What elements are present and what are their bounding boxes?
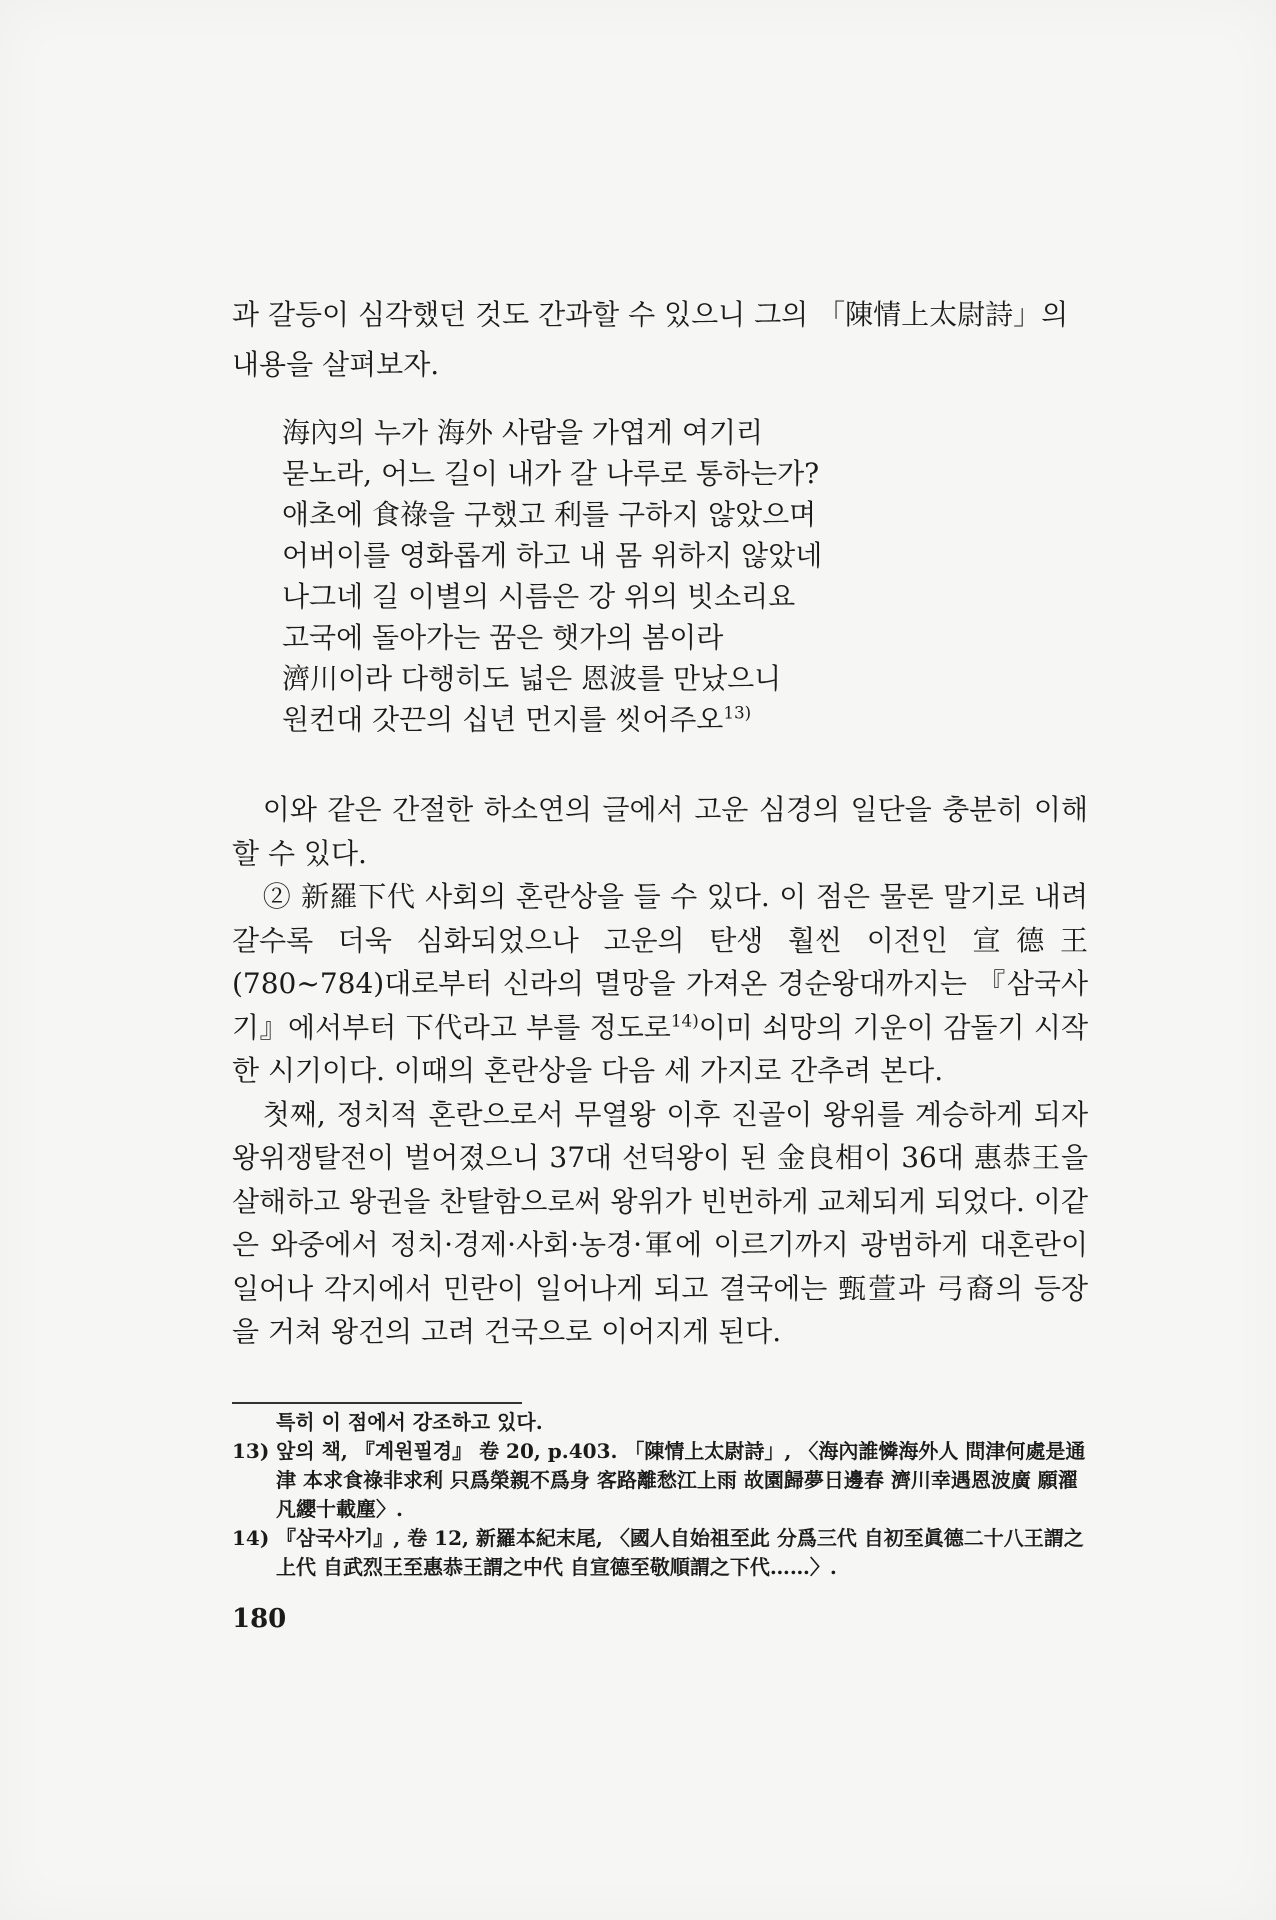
poem-block — [282, 412, 1042, 740]
footnote-carryover-text: 특히 이 점에서 강조하고 있다. — [276, 1410, 543, 1434]
footnote-13-number: 13) — [232, 1439, 270, 1463]
poem-line-text: 원컨대 갓끈의 십년 먼지를 씻어주오 — [282, 703, 724, 736]
footnote-13-text: 앞의 책, 『계원필경』 卷 20, p.403. 「陳情上太尉詩」, 〈海內誰憐海外人 問津何處是通津 本求食祿非求利 只爲榮親不爲身 客路離愁江上雨 故園歸夢日邊春 濟川幸遇恩波廣 願濯凡纓十載塵〉. — [276, 1439, 1086, 1521]
body-paragraph-1: 이와 같은 간절한 하소연의 글에서 고운 심경의 일단을 충분히 이해할 수 있다. — [232, 793, 1088, 870]
poem-line: 고국에 돌아가는 꿈은 햇가의 봄이라 — [282, 621, 724, 654]
footnote-divider — [232, 1402, 522, 1404]
poem-line: 海內의 누가 海外 사람을 가엽게 여기리 — [282, 416, 764, 449]
intro-line: 과 갈등이 심각했던 것도 간과할 수 있으니 그의 「陳情上太尉詩」의 — [232, 298, 1069, 331]
footnotes — [232, 1408, 1088, 1582]
footnote-13 — [232, 1437, 1088, 1524]
poem-line-last — [282, 699, 1042, 740]
footnote-14 — [232, 1524, 1088, 1582]
poem-line: 애초에 食祿을 구했고 利를 구하지 않았으며 — [282, 498, 817, 531]
poem-line: 묻노라, 어느 길이 내가 갈 나루로 통하는가? — [282, 457, 820, 490]
poem-line: 나그네 길 이별의 시름은 강 위의 빗소리요 — [282, 580, 796, 613]
body-paragraph-3: 첫째, 정치적 혼란으로서 무열왕 이후 진골이 왕위를 계승하게 되자 왕위쟁탈전이 벌어졌으니 37대 선덕왕이 된 金良相이 36대 惠恭王을 살해하고 왕권을 찬탈함으로써 왕위가 빈번하게 교체되게 되었다. 이같은 와중에서 정치·경제·사회·농경·軍에 이르기까지 광범하게 대혼란이 일어나 각지에서 민란이 일어나게 되고 결국에는 甄萱과 弓裔의 등장을 거쳐 왕건의 고려 건국으로 이어지게 된다. — [232, 1097, 1088, 1348]
page-number: 180 — [232, 1604, 287, 1634]
poem-line: 濟川이라 다행히도 넓은 恩波를 만났으니 — [282, 662, 782, 695]
footnote-14-number: 14) — [232, 1526, 270, 1550]
footnote-carryover — [232, 1408, 1088, 1437]
footnote-14-text: 『삼국사기』, 卷 12, 新羅本紀末尾, 〈國人自始祖至此 分爲三代 自初至眞德二十八王謂之上代 自武烈王至惠恭王謂之中代 自宣德至敬順謂之下代……〉. — [276, 1526, 1084, 1579]
body-paragraph-2-text-a: ② 新羅下代 사회의 혼란상을 들 수 있다. 이 점은 물론 말기로 내려갈수록 더욱 심화되었으나 고운의 탄생 훨씬 이전인 宣德王(780~784)대로부터 신라의 멸망을 가져온 경순왕대까지는 『삼국사기』에서부터 下代라고 부를 정도로 — [232, 880, 1088, 1044]
body-text — [232, 788, 1088, 1354]
intro-line: 내용을 살펴보자. — [232, 348, 440, 381]
poem-line: 어버이를 영화롭게 하고 내 몸 위하지 않았네 — [282, 539, 823, 572]
footnote-ref-13[interactable]: 13) — [723, 702, 752, 723]
intro-paragraph — [232, 290, 1088, 390]
body-paragraph-2-text-b: 이미 쇠망의 기운이 감돌기 시작한 시기이다. 이때의 혼란상을 다음 세 가지로 간추려 본다. — [232, 1010, 1089, 1087]
footnote-ref-14[interactable]: 14) — [670, 1010, 699, 1031]
body-paragraph-2 — [232, 875, 1088, 1093]
